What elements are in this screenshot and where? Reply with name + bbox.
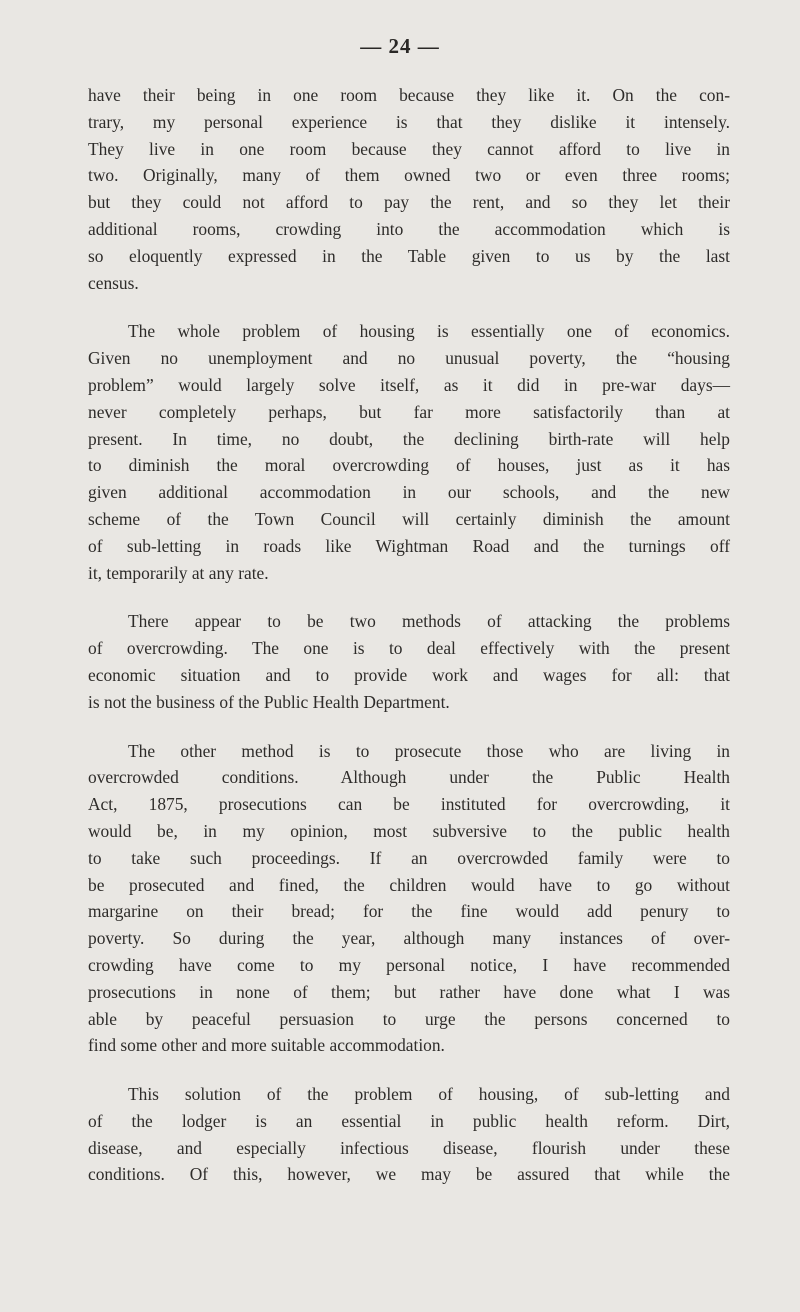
text-line: able by peaceful persuasion to urge the persons concerned to [88,1008,730,1029]
text-line: census. [88,272,139,293]
text-line: prosecutions in none of them; but rather have done what I was [88,981,730,1002]
text-line: There appear to be two methods of attacking the problems [128,611,730,632]
text-line: The other method is to prosecute those who are living in [128,740,730,761]
text-line: is not the business of the Public Health Department. [88,691,450,712]
text-line: Given no unemployment and no unusual poverty, the “housing [88,348,730,369]
text-line: poverty. So during the year, although many instances of over- [88,928,730,949]
text-line: Act, 1875, prosecutions can be instituted for overcrowding, it [88,794,730,815]
text-line: present. In time, no doubt, the declining birth-rate will help [88,428,730,449]
text-line: This solution of the problem of housing, of sub-letting and [128,1084,730,1105]
paragraph-4 [88,738,730,1060]
text-line: disease, and especially infectious disease, flourish under these [88,1137,730,1158]
text-line: trary, my personal experience is that they dislike it intensely. [88,111,730,132]
text-line: additional rooms, crowding into the accommodation which is [88,218,730,239]
paragraph-3 [88,608,730,715]
text-line: of sub-letting in roads like Wightman Road and the turnings off [88,535,730,556]
text-line: margarine on their bread; for the fine would add penury to [88,901,730,922]
text-line: never completely perhaps, but far more satisfactorily than at [88,401,730,422]
text-line: given additional accommodation in our schools, and the new [88,482,730,503]
paragraph-2 [88,318,730,586]
text-line: it, temporarily at any rate. [88,562,269,583]
paragraph-1 [88,82,730,296]
text-line: two. Originally, many of them owned two or even three rooms; [88,165,730,186]
text-line: overcrowded conditions. Although under the Public Health [88,767,730,788]
text-line: would be, in my opinion, most subversive to the public health [88,820,730,841]
text-line: be prosecuted and fined, the children would have to go without [88,874,730,895]
text-line: crowding have come to my personal notice, I have recommended [88,954,730,975]
text-line: of overcrowding. The one is to deal effectively with the present [88,638,730,659]
text-line: but they could not afford to pay the rent, and so they let their [88,192,730,213]
text-line: find some other and more suitable accommodation. [88,1035,445,1056]
text-line: have their being in one room because they like it. On the con- [88,85,730,105]
page-number: — 24 — [360,34,440,58]
text-line: problem” would largely solve itself, as it did in pre-war days— [88,374,730,395]
text-line: They live in one room because they cannot afford to live in [88,138,730,159]
text-line: of the lodger is an essential in public health reform. Dirt, [88,1110,730,1131]
text-line: conditions. Of this, however, we may be assured that while the [88,1164,730,1185]
text-line: The whole problem of housing is essentially one of economics. [128,321,730,342]
text-line: to diminish the moral overcrowding of houses, just as it has [88,455,730,476]
text-line: to take such proceedings. If an overcrowded family were to [88,847,730,868]
text-line: so eloquently expressed in the Table given to us by the last [88,245,730,266]
text-line: scheme of the Town Council will certainly diminish the amount [88,508,730,529]
paragraph-5 [88,1081,730,1188]
body-text [88,82,730,1210]
text-line: economic situation and to provide work and wages for all: that [88,664,730,685]
